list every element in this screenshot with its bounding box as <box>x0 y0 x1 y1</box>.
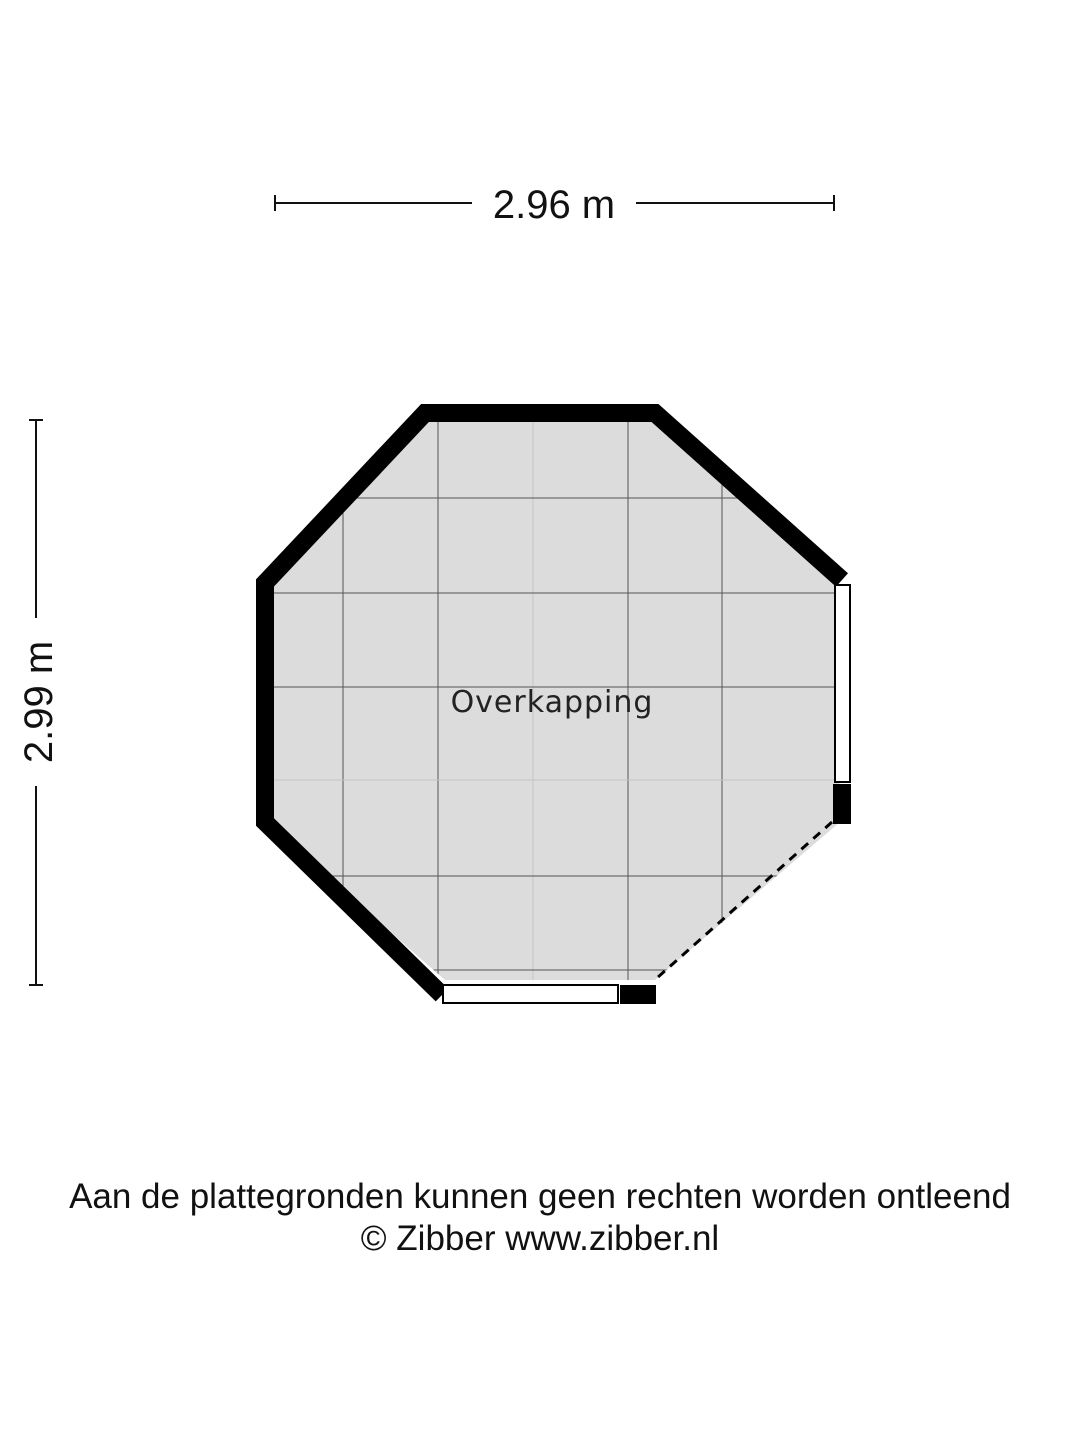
room-label: Overkapping <box>450 685 654 720</box>
wall-pillar-bottom <box>620 985 656 1004</box>
wall-pillar-right <box>833 784 851 824</box>
window-right <box>835 585 850 782</box>
width-dimension-label: 2.96 m <box>492 183 616 227</box>
window-bottom <box>443 985 618 1003</box>
footer <box>0 1176 1080 1260</box>
disclaimer-text: Aan de plattegronden kunnen geen rechten worden ontleend <box>69 1177 1011 1216</box>
copyright-text: © Zibber www.zibber.nl <box>360 1219 720 1258</box>
height-dimension-label: 2.99 m <box>17 640 61 764</box>
height-dimension <box>17 420 61 985</box>
width-dimension <box>275 183 834 227</box>
